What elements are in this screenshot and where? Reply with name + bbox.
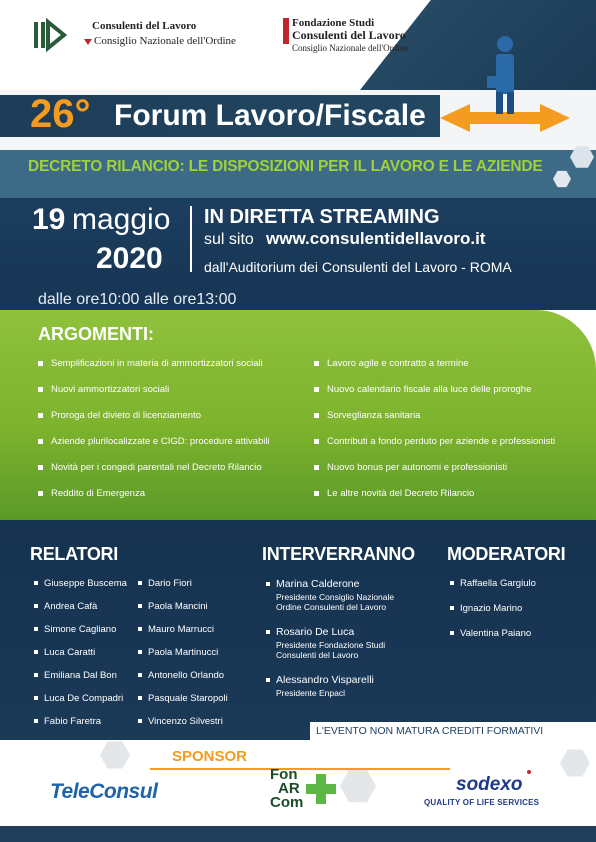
list-item: Rosario De Luca Presidente Fondazione Studi Consulenti del Lavoro (266, 626, 441, 674)
list-item: Pasquale Staropoli (138, 693, 228, 716)
event-year: 2020 (96, 242, 163, 275)
people-section (0, 520, 596, 742)
red-triangle-icon (84, 39, 92, 45)
sodexo-star-icon (527, 770, 531, 774)
list-item: Lavoro agile e contratto a termine (314, 358, 590, 384)
list-item: Mauro Marrucci (138, 624, 228, 647)
venue: dall'Auditorium dei Consulenti del Lavoro - ROMA (204, 259, 512, 275)
moderatori-list (450, 578, 536, 653)
list-item: Paola Mancini (138, 601, 228, 624)
list-item: Fabio Faretra (34, 716, 127, 739)
list-item: Andrea Cafà (34, 601, 127, 624)
list-item: Raffaella Gargiulo (450, 578, 536, 603)
event-day: 19 (32, 203, 66, 236)
list-item: Contributi a fondo perduto per aziende e professionisti (314, 436, 590, 462)
event-month: maggio (72, 203, 171, 236)
topics-left-list (38, 358, 318, 514)
logo-right-line3: Consiglio Nazionale dell'Ordine (292, 43, 409, 53)
list-item: Giuseppe Buscema (34, 578, 127, 601)
list-item: Luca Caratti (34, 647, 127, 670)
edition-number: 26° (30, 92, 91, 136)
logo-left-line2: Consiglio Nazionale dell'Ordine (94, 35, 236, 47)
list-item: Emiliana Dal Bon (34, 670, 127, 693)
list-item: Valentina Paiano (450, 628, 536, 653)
list-item: Nuovo bonus per autonomi e professionisti (314, 462, 590, 488)
person-crossroad-icon (430, 30, 580, 150)
fonarcom-logo: Fon AR Com (270, 766, 304, 811)
relatori-col2 (138, 578, 228, 739)
footer-band (0, 826, 596, 842)
interverranno-list (266, 578, 441, 714)
list-item: Paola Martinucci (138, 647, 228, 670)
list-item: Luca De Compadri (34, 693, 127, 716)
streaming-label: IN DIRETTA STREAMING (204, 206, 440, 228)
list-item: Semplificazioni in materia di ammortizzatori sociali (38, 358, 318, 384)
sodexo-tagline: QUALITY OF LIFE SERVICES (424, 798, 540, 807)
sodexo-logo: sodexo (456, 774, 523, 795)
list-item: Simone Cagliano (34, 624, 127, 647)
moderatori-heading: MODERATORI (447, 544, 566, 564)
list-item: Novità per i congedi parentali nel Decreto Rilancio (38, 462, 318, 488)
fonarcom-cross-icon (306, 774, 336, 804)
forum-title: Forum Lavoro/Fiscale (114, 99, 426, 132)
site-link[interactable]: www.consulentidellavoro.it (266, 229, 486, 248)
list-item: Proroga del divieto di licenziamento (38, 410, 318, 436)
list-item: Le altre novità del Decreto Rilancio (314, 488, 590, 514)
fondazione-logo-mark (283, 18, 289, 44)
list-item: Reddito di Emergenza (38, 488, 318, 514)
list-item: Sorveglianza sanitaria (314, 410, 590, 436)
cdl-logo-icon (32, 18, 68, 54)
forum-subtitle: DECRETO RILANCIO: LE DISPOSIZIONI PER IL LAVORO E LE AZIENDE (28, 158, 543, 175)
interverranno-heading: INTERVERRANNO (262, 544, 415, 564)
sponsor-heading: SPONSOR (172, 748, 248, 765)
date-divider (190, 206, 192, 272)
topics-heading: ARGOMENTI: (38, 324, 154, 344)
list-item: Nuovi ammortizzatori sociali (38, 384, 318, 410)
logo-right-line1: Fondazione Studi (292, 17, 375, 29)
topics-section (0, 310, 596, 520)
list-item: Ignazio Marino (450, 603, 536, 628)
logo-left-line1: Consulenti del Lavoro (92, 20, 197, 32)
list-item: Marina Calderone Presidente Consiglio Nazionale Ordine Consulenti del Lavoro (266, 578, 441, 626)
list-item: Alessandro Visparelli Presidente Enpacl (266, 674, 441, 714)
list-item: Aziende plurilocalizzate e CIGD: procedure attivabili (38, 436, 318, 462)
relatori-col1 (34, 578, 127, 739)
list-item: Dario Fiori (138, 578, 228, 601)
relatori-heading: RELATORI (30, 544, 118, 564)
list-item: Nuovo calendario fiscale alla luce delle proroghe (314, 384, 590, 410)
teleconsul-logo: TeleConsul (50, 780, 158, 803)
topics-right-list (314, 358, 590, 514)
event-hours: dalle ore10:00 alle ore13:00 (38, 291, 237, 308)
list-item: Vincenzo Silvestri (138, 716, 228, 739)
notice-text: L'EVENTO NON MATURA CREDITI FORMATIVI (316, 725, 544, 737)
logo-right-line2: Consulenti del Lavoro (292, 28, 406, 42)
site-prefix: sul sito (204, 231, 254, 248)
list-item: Antonello Orlando (138, 670, 228, 693)
